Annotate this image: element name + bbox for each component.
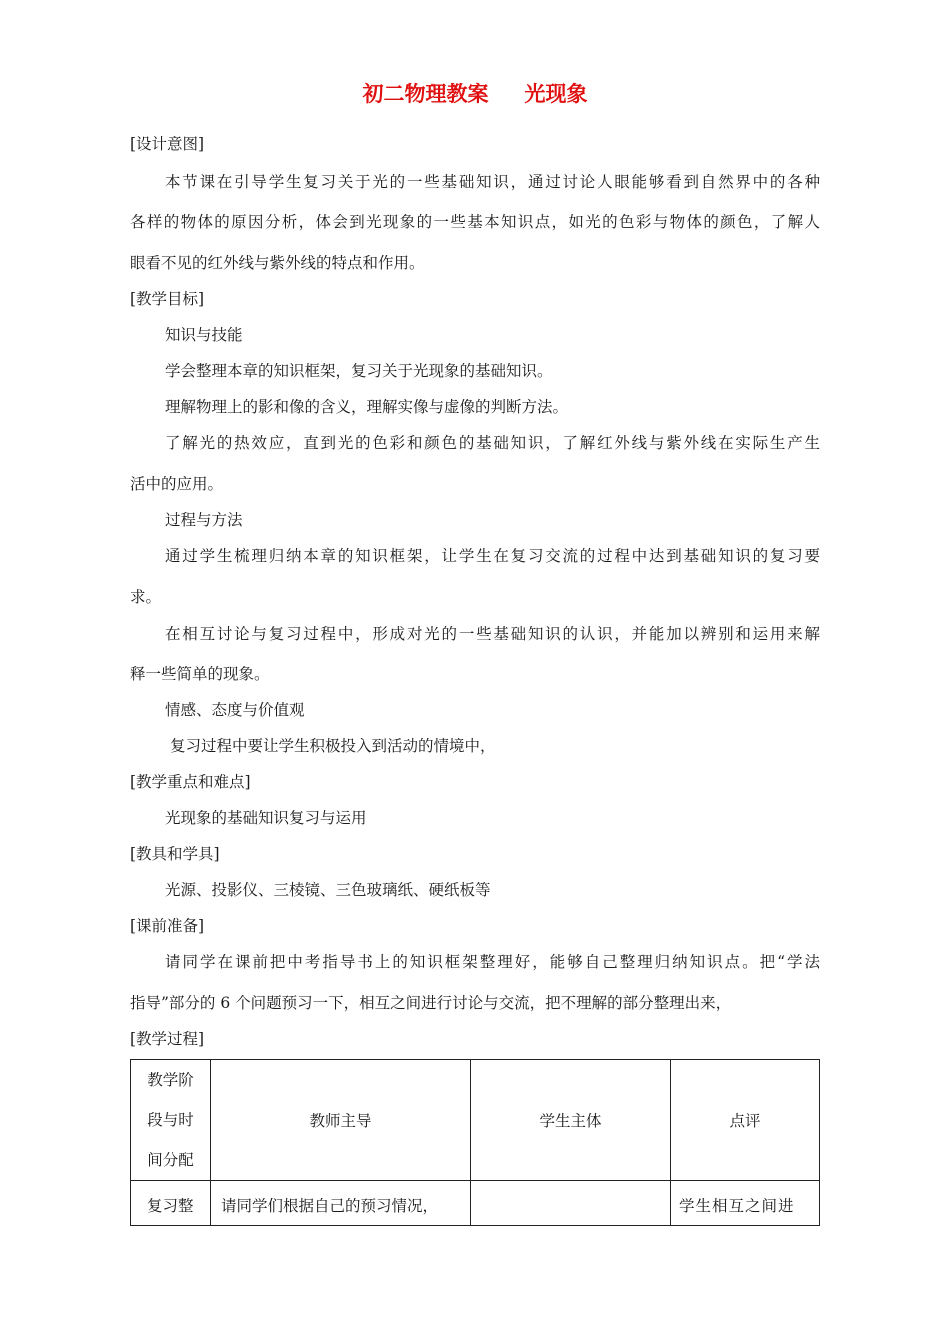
row1-comment: 学生相互之间进 xyxy=(671,1181,820,1226)
knowledge-item1: 学会整理本章的知识框架，复习关于光现象的基础知识。 xyxy=(165,362,553,380)
header-stage-line2: 段与时 xyxy=(147,1111,194,1129)
emotion-heading: 情感、态度与价值观 xyxy=(165,701,305,719)
process-table xyxy=(130,1059,820,1226)
header-stage xyxy=(131,1060,211,1181)
process-table-heading: [教学过程] xyxy=(130,1030,205,1048)
table-header-row xyxy=(131,1060,820,1181)
prep-line2: 指导”部分的 6 个问题预习一下，相互之间进行讨论与交流，把不理解的部分整理出来， xyxy=(130,994,732,1012)
title-topic: 光现象 xyxy=(524,82,588,106)
knowledge-item3-line2: 活中的应用。 xyxy=(130,475,224,493)
header-teacher: 教师主导 xyxy=(211,1060,471,1181)
knowledge-item3-line1: 了解光的热效应，直到光的色彩和颜色的基础知识，了解红外线与紫外线在实际生产生 xyxy=(165,434,820,452)
header-comment: 点评 xyxy=(671,1060,820,1181)
row1-student xyxy=(471,1181,671,1226)
design-intent-heading: [设计意图] xyxy=(130,135,205,153)
row1-stage: 复习整 xyxy=(131,1181,211,1226)
prep-heading: [课前准备] xyxy=(130,917,205,935)
tools-text: 光源、投影仪、三棱镜、三色玻璃纸、硬纸板等 xyxy=(165,881,491,899)
header-student: 学生主体 xyxy=(471,1060,671,1181)
design-intent-line2: 各样的物体的原因分析，体会到光现象的一些基本知识点，如光的色彩与物体的颜色，了解人 xyxy=(130,213,820,231)
row1-teacher: 请同学们根据自己的预习情况， xyxy=(211,1181,471,1226)
design-intent-line1: 本节课在引导学生复习关于光的一些基础知识，通过讨论人眼能够看到自然界中的各种 xyxy=(165,173,820,191)
process-item1-line1: 通过学生梳理归纳本章的知识框架，让学生在复习交流的过程中达到基础知识的复习要 xyxy=(165,547,820,565)
header-stage-line3: 间分配 xyxy=(147,1151,194,1169)
tools-heading: [教具和学具] xyxy=(130,845,220,863)
page-title xyxy=(0,78,950,108)
key-points-heading: [教学重点和难点] xyxy=(130,773,251,791)
design-intent-line3: 眼看不见的红外线与紫外线的特点和作用。 xyxy=(130,254,425,272)
knowledge-item2: 理解物理上的影和像的含义，理解实像与虚像的判断方法。 xyxy=(165,398,569,416)
process-item2-line1: 在相互讨论与复习过程中，形成对光的一些基础知识的认识，并能加以辨别和运用来解 xyxy=(165,625,820,643)
process-item2-line2: 释一些简单的现象。 xyxy=(130,665,270,683)
knowledge-heading: 知识与技能 xyxy=(165,326,243,344)
key-points-text: 光现象的基础知识复习与运用 xyxy=(165,809,367,827)
title-main: 初二物理教案 xyxy=(362,82,489,106)
emotion-item1: 复习过程中要让学生积极投入到活动的情境中， xyxy=(170,737,496,755)
process-item1-line2: 求。 xyxy=(130,588,162,606)
prep-line1: 请同学在课前把中考指导书上的知识框架整理好，能够自己整理归纳知识点。把“学法 xyxy=(165,953,820,971)
process-heading: 过程与方法 xyxy=(165,511,243,529)
table-row xyxy=(131,1181,820,1226)
goals-heading: [教学目标] xyxy=(130,290,205,308)
header-stage-line1: 教学阶 xyxy=(147,1071,194,1089)
